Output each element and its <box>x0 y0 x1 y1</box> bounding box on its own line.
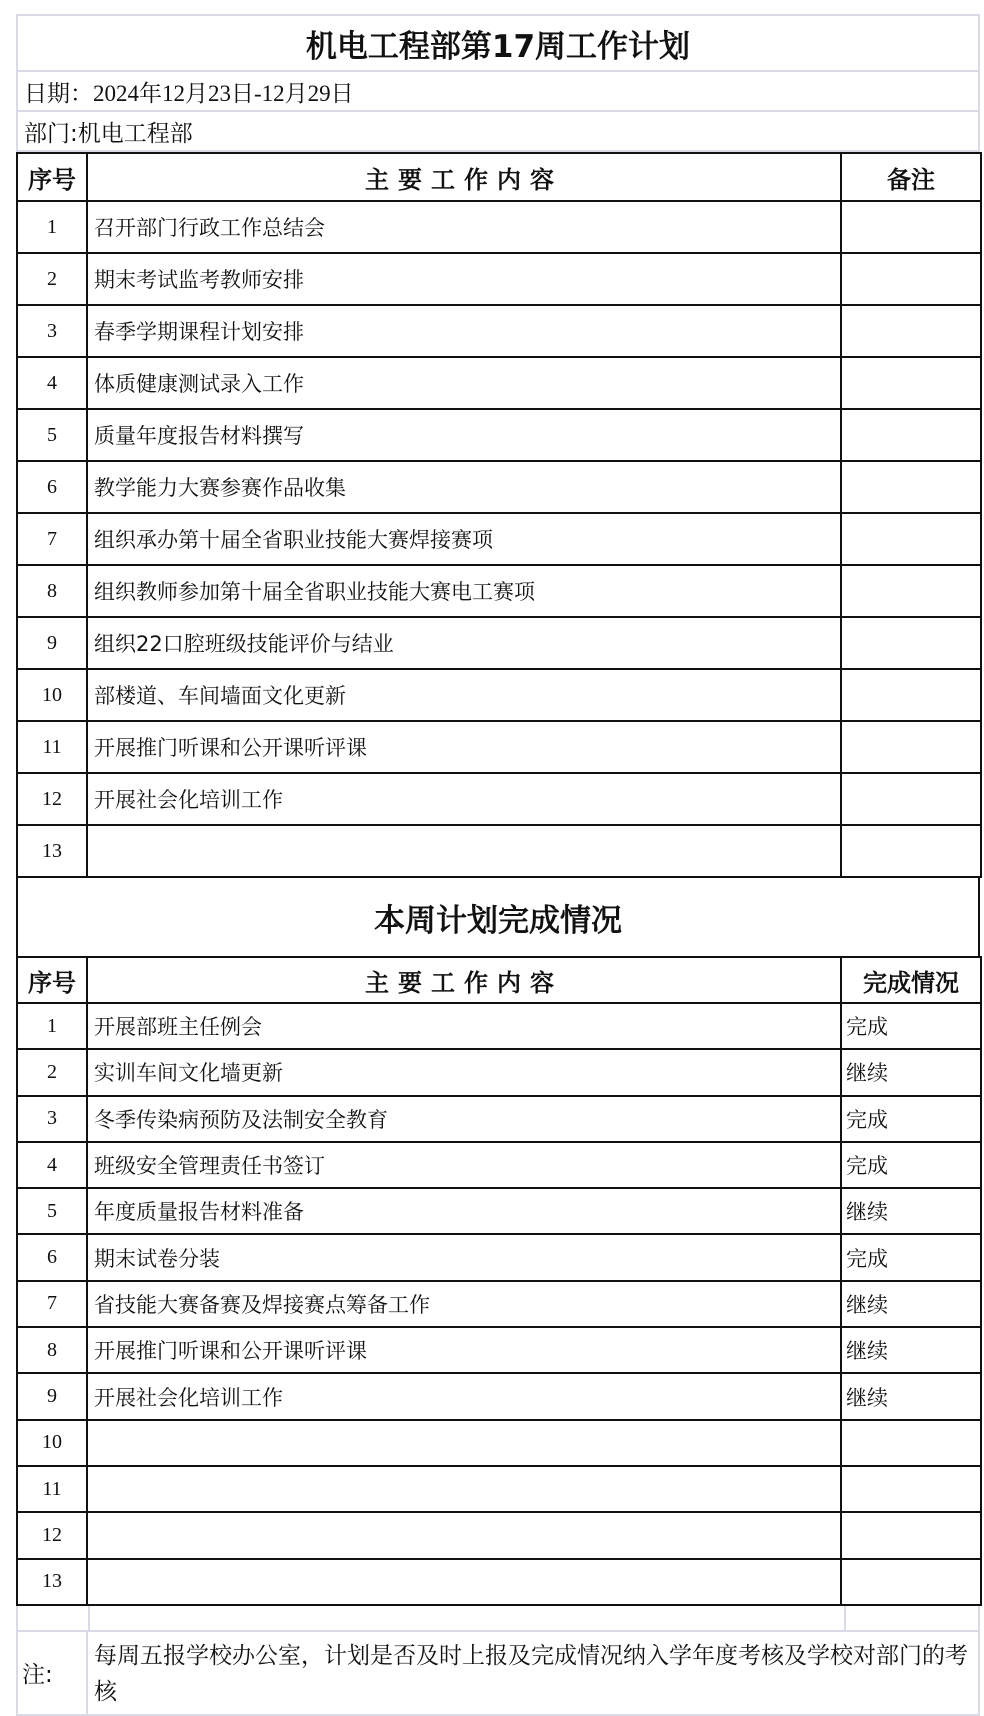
row-status <box>841 1420 981 1466</box>
table-row <box>17 513 981 565</box>
table-row <box>17 1373 981 1419</box>
row-remark <box>841 825 981 877</box>
row-content <box>87 825 841 877</box>
row-content: 开展推门听课和公开课听评课 <box>87 721 841 773</box>
note-row <box>16 1630 980 1716</box>
row-remark <box>841 669 981 721</box>
table-row <box>17 565 981 617</box>
row-number: 4 <box>17 357 87 409</box>
table-row <box>17 1559 981 1605</box>
table-row <box>17 1142 981 1188</box>
table-row <box>17 1003 981 1049</box>
row-number: 13 <box>17 825 87 877</box>
table-row <box>17 201 981 253</box>
note-label: 注: <box>18 1632 88 1714</box>
row-content: 部楼道、车间墙面文化更新 <box>87 669 841 721</box>
row-content <box>87 1466 841 1512</box>
date-value: 2024年12月23日-12月29日 <box>93 80 354 106</box>
row-number: 8 <box>17 565 87 617</box>
row-number: 8 <box>17 1327 87 1373</box>
row-number: 6 <box>17 461 87 513</box>
spacer-row <box>16 1606 980 1630</box>
row-number: 9 <box>17 617 87 669</box>
row-content: 班级安全管理责任书签订 <box>87 1142 841 1188</box>
row-remark <box>841 773 981 825</box>
row-number: 9 <box>17 1373 87 1419</box>
row-status: 继续 <box>841 1373 981 1419</box>
row-content: 实训车间文化墙更新 <box>87 1049 841 1095</box>
row-number: 10 <box>17 1420 87 1466</box>
row-status: 完成 <box>841 1234 981 1280</box>
row-remark <box>841 409 981 461</box>
row-number: 10 <box>17 669 87 721</box>
row-status: 继续 <box>841 1327 981 1373</box>
table-row <box>17 1188 981 1234</box>
row-number: 4 <box>17 1142 87 1188</box>
completion-section-title: 本周计划完成情况 <box>16 878 980 956</box>
row-number: 2 <box>17 1049 87 1095</box>
table-row <box>17 1512 981 1558</box>
row-status: 完成 <box>841 1142 981 1188</box>
row-number: 11 <box>17 1466 87 1512</box>
plan-header-row <box>17 153 981 201</box>
completion-header-no: 序号 <box>17 957 87 1003</box>
department-value: 机电工程部 <box>77 120 193 147</box>
row-number: 3 <box>17 305 87 357</box>
row-remark <box>841 253 981 305</box>
plan-header-no: 序号 <box>17 153 87 201</box>
table-row <box>17 1281 981 1327</box>
table-row <box>17 1466 981 1512</box>
row-status: 完成 <box>841 1003 981 1049</box>
row-number: 2 <box>17 253 87 305</box>
row-remark <box>841 357 981 409</box>
row-remark <box>841 305 981 357</box>
row-number: 1 <box>17 201 87 253</box>
row-number: 13 <box>17 1559 87 1605</box>
row-content: 春季学期课程计划安排 <box>87 305 841 357</box>
row-content: 年度质量报告材料准备 <box>87 1188 841 1234</box>
table-row <box>17 825 981 877</box>
row-content <box>87 1512 841 1558</box>
department-row <box>16 110 980 152</box>
table-row <box>17 1420 981 1466</box>
row-remark <box>841 721 981 773</box>
table-row <box>17 617 981 669</box>
row-content: 体质健康测试录入工作 <box>87 357 841 409</box>
completion-table <box>16 956 982 1606</box>
row-content <box>87 1420 841 1466</box>
completion-header-row <box>17 957 981 1003</box>
row-remark <box>841 461 981 513</box>
note-text: 每周五报学校办公室，计划是否及时上报及完成情况纳入学年度考核及学校对部门的考核 <box>94 1642 968 1705</box>
row-content: 组织承办第十届全省职业技能大赛焊接赛项 <box>87 513 841 565</box>
row-content: 开展社会化培训工作 <box>87 773 841 825</box>
plan-header-remark: 备注 <box>841 153 981 201</box>
page-title: 机电工程部第17周工作计划 <box>16 14 980 72</box>
department-label: 部门: <box>24 120 78 147</box>
row-remark <box>841 201 981 253</box>
row-status <box>841 1466 981 1512</box>
row-number: 5 <box>17 409 87 461</box>
row-content: 省技能大赛备赛及焊接赛点筹备工作 <box>87 1281 841 1327</box>
table-row <box>17 721 981 773</box>
row-content: 组织教师参加第十届全省职业技能大赛电工赛项 <box>87 565 841 617</box>
row-status <box>841 1512 981 1558</box>
plan-header-content: 主要工作内容 <box>87 153 841 201</box>
row-number: 5 <box>17 1188 87 1234</box>
table-row <box>17 357 981 409</box>
row-content <box>87 1559 841 1605</box>
row-content: 组织22口腔班级技能评价与结业 <box>87 617 841 669</box>
table-row <box>17 1049 981 1095</box>
row-content: 召开部门行政工作总结会 <box>87 201 841 253</box>
row-content: 冬季传染病预防及法制安全教育 <box>87 1096 841 1142</box>
row-content: 教学能力大赛参赛作品收集 <box>87 461 841 513</box>
row-number: 7 <box>17 513 87 565</box>
completion-header-status: 完成情况 <box>841 957 981 1003</box>
row-content: 开展部班主任例会 <box>87 1003 841 1049</box>
row-remark <box>841 617 981 669</box>
date-label: 日期： <box>24 80 93 107</box>
table-row <box>17 253 981 305</box>
row-status: 继续 <box>841 1049 981 1095</box>
work-plan-sheet <box>16 14 980 1716</box>
row-content: 开展推门听课和公开课听评课 <box>87 1327 841 1373</box>
row-status <box>841 1559 981 1605</box>
table-row <box>17 1234 981 1280</box>
row-content: 质量年度报告材料撰写 <box>87 409 841 461</box>
table-row <box>17 669 981 721</box>
row-remark <box>841 565 981 617</box>
row-number: 3 <box>17 1096 87 1142</box>
row-number: 12 <box>17 1512 87 1558</box>
table-row <box>17 1327 981 1373</box>
row-number: 7 <box>17 1281 87 1327</box>
plan-table <box>16 152 982 878</box>
table-row <box>17 305 981 357</box>
row-content: 期末考试监考教师安排 <box>87 253 841 305</box>
row-number: 12 <box>17 773 87 825</box>
row-remark <box>841 513 981 565</box>
row-number: 1 <box>17 1003 87 1049</box>
row-status: 继续 <box>841 1281 981 1327</box>
table-row <box>17 773 981 825</box>
table-row <box>17 461 981 513</box>
row-number: 11 <box>17 721 87 773</box>
table-row <box>17 409 981 461</box>
table-row <box>17 1096 981 1142</box>
row-content: 期末试卷分装 <box>87 1234 841 1280</box>
row-content: 开展社会化培训工作 <box>87 1373 841 1419</box>
date-row <box>16 70 980 112</box>
row-status: 完成 <box>841 1096 981 1142</box>
completion-header-content: 主要工作内容 <box>87 957 841 1003</box>
row-status: 继续 <box>841 1188 981 1234</box>
row-number: 6 <box>17 1234 87 1280</box>
